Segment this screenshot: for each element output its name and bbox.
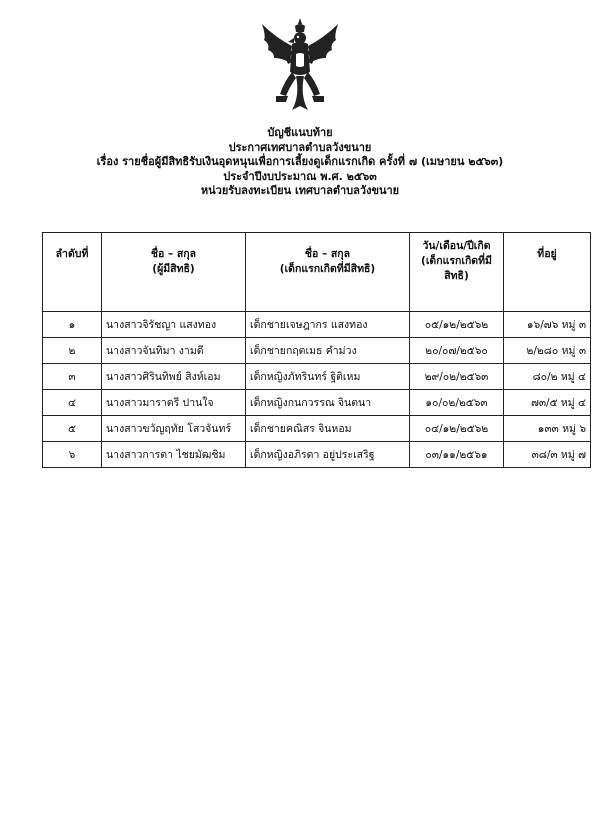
row-child-name: เด็กหญิงอภิรดา อยู่ประเสริฐ [246, 442, 410, 468]
document-header [0, 126, 600, 199]
beneficiary-table [42, 232, 591, 468]
header-birth-date: วัน/เดือน/ปีเกิด (เด็กแรกเกิดที่มี สิทธิ) [410, 233, 504, 312]
row-address: ๗๓/๕ หมู่ ๔ [504, 390, 591, 416]
row-number: ๒ [43, 338, 102, 364]
row-number: ๓ [43, 364, 102, 390]
header-registration-unit: หน่วยรับลงทะเบียน เทศบาลตำบลวังขนาย [200, 184, 400, 198]
header-subject: เรื่อง รายชื่อผู้มีสิทธิรับเงินอุดหนุนเพื่อการเลี้ยงดูเด็กแรกเกิด ครั้งที่ ๗ (เมษายน ๒๕๖๓) [96, 155, 504, 169]
row-number: ๕ [43, 416, 102, 442]
row-beneficiary-name: นางสาวจิรัชญา แสงทอง [102, 312, 246, 338]
row-number: ๖ [43, 442, 102, 468]
header-fiscal-year: ประจำปีงบประมาณ พ.ศ. ๒๕๖๓ [223, 169, 377, 183]
row-child-name: เด็กชายเจษฎากร แสงทอง [246, 312, 410, 338]
header-appendix-title: บัญชีแนบท้าย [267, 126, 333, 139]
row-beneficiary-name: นางสาวจันทิมา งามดี [102, 338, 246, 364]
row-address: ๑๖/๗๖ หมู่ ๓ [504, 312, 591, 338]
garuda-emblem-icon [258, 16, 342, 112]
row-beneficiary-name: นางสาวการตา ไชยมัฒชิม [102, 442, 246, 468]
row-address: ๑๓๓ หมู่ ๖ [504, 416, 591, 442]
row-birth-date: ๒๙/๐๒/๒๕๖๓ [410, 364, 504, 390]
table-header-row [43, 233, 591, 312]
row-child-name: เด็กหญิงภัทรินทร์ ฐิติเหม [246, 364, 410, 390]
header-number: ลำดับที่ [43, 233, 102, 312]
row-beneficiary-name: นางสาวมาราตรี ปานใจ [102, 390, 246, 416]
row-birth-date: ๑๐/๐๒/๒๕๖๓ [410, 390, 504, 416]
row-birth-date: ๒๐/๐๗/๒๕๖๐ [410, 338, 504, 364]
table-row [43, 416, 591, 442]
table-row [43, 390, 591, 416]
table-row [43, 442, 591, 468]
header-announcement: ประกาศเทศบาลตำบลวังขนาย [228, 140, 372, 154]
row-address: ๓๘/๓ หมู่ ๗ [504, 442, 591, 468]
row-child-name: เด็กหญิงกนกวรรณ จินตนา [246, 390, 410, 416]
row-birth-date: ๐๔/๑๒/๒๕๖๒ [410, 416, 504, 442]
row-child-name: เด็กชายคณิสร จินหอม [246, 416, 410, 442]
table-row [43, 338, 591, 364]
header-address: ที่อยู่ [504, 233, 591, 312]
row-beneficiary-name: นางสาวขวัญฤทัย โสวจันทร์ [102, 416, 246, 442]
header-child-name: ชื่อ – สกุล (เด็กแรกเกิดที่มีสิทธิ) [246, 233, 410, 312]
row-birth-date: ๐๓/๑๑/๒๕๖๑ [410, 442, 504, 468]
table-row [43, 312, 591, 338]
header-beneficiary-name: ชื่อ – สกุล (ผู้มีสิทธิ) [102, 233, 246, 312]
row-birth-date: ๐๕/๑๒/๒๕๖๒ [410, 312, 504, 338]
row-number: ๔ [43, 390, 102, 416]
row-number: ๑ [43, 312, 102, 338]
row-address: ๘๐/๒ หมู่ ๔ [504, 364, 591, 390]
row-beneficiary-name: นางสาวศิรินทิพย์ สิงห์เอม [102, 364, 246, 390]
table-row [43, 364, 591, 390]
row-child-name: เด็กชายกฤตเมธ คำม่วง [246, 338, 410, 364]
row-address: ๒/๒๘๐ หมู่ ๓ [504, 338, 591, 364]
